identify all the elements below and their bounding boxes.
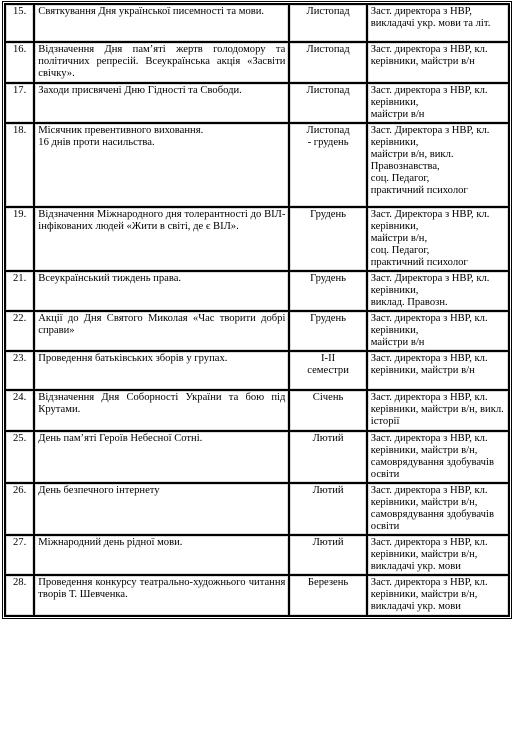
- table-row: [5, 390, 509, 431]
- row-number: 24.: [5, 390, 34, 431]
- table-row: [5, 431, 509, 483]
- event-responsible: Заст. Директора з НВР, кл. керівники, майстри в/н, викл. Правознавства, соц. Педагог, практичний психолог: [367, 123, 509, 207]
- event-name: Проведення батьківських зборів у групах.: [34, 351, 289, 390]
- event-name: Місячник превентивного виховання. 16 днів проти насильства.: [34, 123, 289, 207]
- event-term: Грудень: [289, 271, 366, 311]
- event-responsible: Заст. директора з НВР, кл. керівники, майстри в/н: [367, 42, 509, 83]
- row-number: 22.: [5, 311, 34, 351]
- table-row: [5, 351, 509, 390]
- table-row: [5, 207, 509, 271]
- row-number: 27.: [5, 535, 34, 575]
- event-responsible: Заст. директора з НВР, викладачі укр. мови та літ.: [367, 4, 509, 42]
- event-term: Листопад - грудень: [289, 123, 366, 207]
- event-name: Святкування Дня української писемності та мови.: [34, 4, 289, 42]
- table-row: [5, 311, 509, 351]
- event-responsible: Заст. директора з НВР, кл. керівники, майстри в/н, викладачі укр. мови: [367, 575, 509, 616]
- row-number: 18.: [5, 123, 34, 207]
- event-responsible: Заст. директора з НВР, кл. керівники, майстри в/н, самоврядування здобувачів освіти: [367, 431, 509, 483]
- table-row: [5, 83, 509, 123]
- event-name: Відзначення Дня Соборності України та бою під Крутами.: [34, 390, 289, 431]
- table-row: [5, 271, 509, 311]
- event-name: Заходи присвячені Дню Гідності та Свободи.: [34, 83, 289, 123]
- event-responsible: Заст. директора з НВР, кл. керівники, майстри в/н: [367, 351, 509, 390]
- event-term: Лютий: [289, 483, 366, 535]
- event-term: Грудень: [289, 311, 366, 351]
- row-number: 25.: [5, 431, 34, 483]
- event-responsible: Заст. директора з НВР, кл. керівники, майстри в/н, самоврядування здобувачів освіти: [367, 483, 509, 535]
- row-number: 17.: [5, 83, 34, 123]
- event-term: І-ІІ семестри: [289, 351, 366, 390]
- event-term: Листопад: [289, 4, 366, 42]
- event-name: День пам’яті Героїв Небесної Сотні.: [34, 431, 289, 483]
- event-responsible: Заст. директора з НВР, кл. керівники, майстри в/н: [367, 311, 509, 351]
- table-row: [5, 42, 509, 83]
- event-term: Січень: [289, 390, 366, 431]
- event-name: Акції до Дня Святого Миколая «Час творити добрі справи»: [34, 311, 289, 351]
- events-plan-table: [4, 3, 510, 617]
- event-responsible: Заст. Директора з НВР, кл. керівники, майстри в/н, соц. Педагог, практичний психолог: [367, 207, 509, 271]
- row-number: 23.: [5, 351, 34, 390]
- event-name: Міжнародний день рідної мови.: [34, 535, 289, 575]
- event-responsible: Заст. директора з НВР, кл. керівники, майстри в/н: [367, 83, 509, 123]
- row-number: 21.: [5, 271, 34, 311]
- event-responsible: Заст. директора з НВР, кл. керівники, майстри в/н, викладачі укр. мови: [367, 535, 509, 575]
- event-term: Лютий: [289, 431, 366, 483]
- row-number: 19.: [5, 207, 34, 271]
- event-name: Всеукраїнський тиждень права.: [34, 271, 289, 311]
- event-term: Лютий: [289, 535, 366, 575]
- table-row: [5, 123, 509, 207]
- row-number: 16.: [5, 42, 34, 83]
- table-row: [5, 483, 509, 535]
- event-name: Відзначення Дня пам’яті жертв голодомору та політичних репресій. Всеукраїнська акція «Засвіти свічку».: [34, 42, 289, 83]
- row-number: 26.: [5, 483, 34, 535]
- event-name: Відзначення Міжнародного дня толерантності до ВІЛ-інфікованих людей «Жити в світі, де є ВІЛ».: [34, 207, 289, 271]
- event-term: Листопад: [289, 83, 366, 123]
- event-name: Проведення конкурсу театрально-художнього читання творів Т. Шевченка.: [34, 575, 289, 616]
- event-name: День безпечного інтернету: [34, 483, 289, 535]
- table-row: [5, 575, 509, 616]
- event-responsible: Заст. директора з НВР, кл. керівники, майстри в/н, викл. історії: [367, 390, 509, 431]
- event-term: Березень: [289, 575, 366, 616]
- event-term: Грудень: [289, 207, 366, 271]
- events-plan-body: [5, 4, 509, 616]
- table-row: [5, 4, 509, 42]
- table-row: [5, 535, 509, 575]
- event-responsible: Заст. Директора з НВР, кл. керівники, виклад. Правозн.: [367, 271, 509, 311]
- row-number: 28.: [5, 575, 34, 616]
- row-number: 15.: [5, 4, 34, 42]
- event-term: Листопад: [289, 42, 366, 83]
